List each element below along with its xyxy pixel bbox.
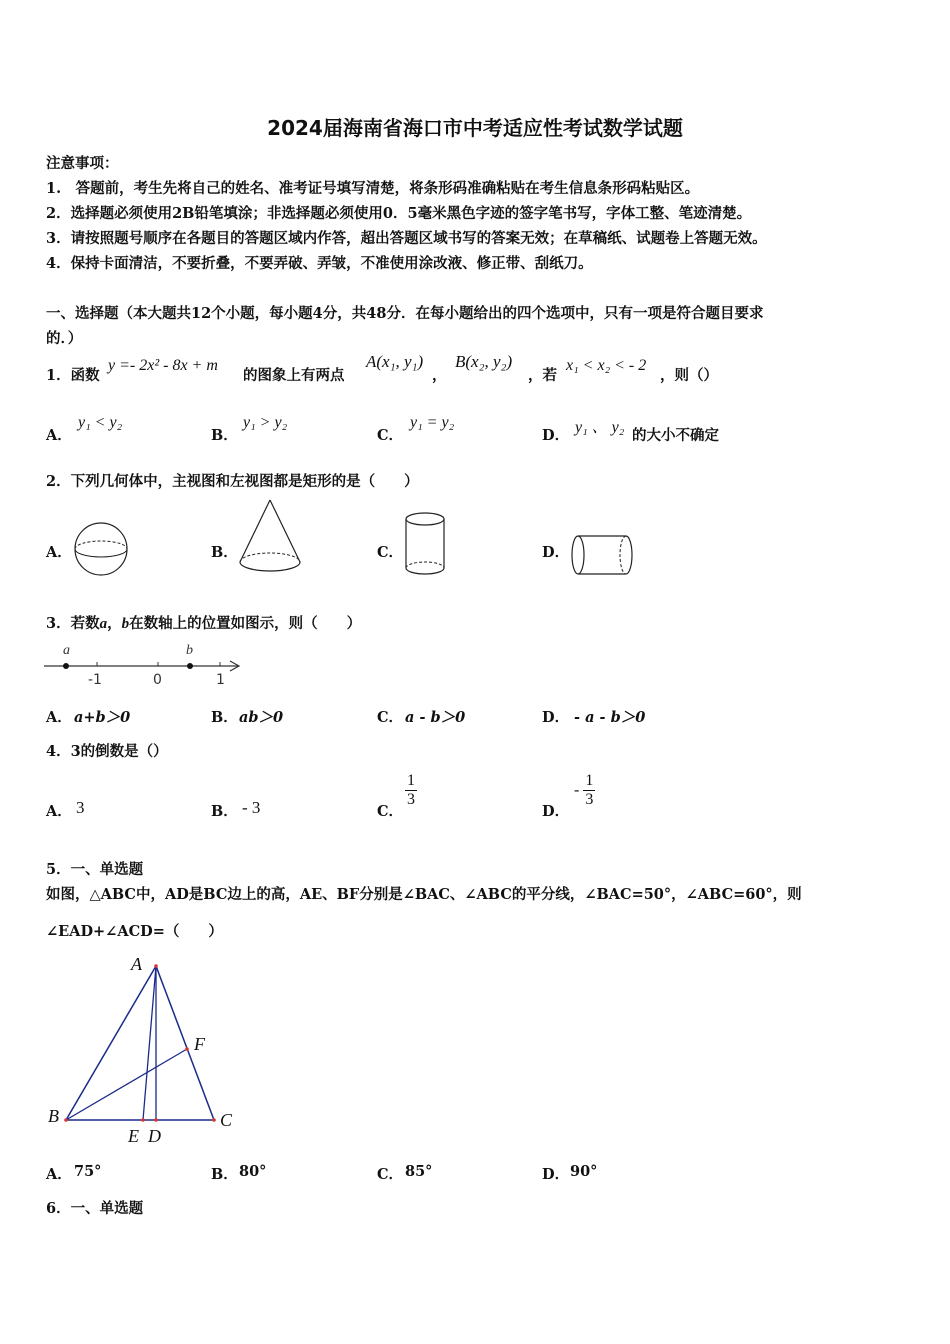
q4-option-b: - 3 <box>242 798 261 817</box>
q4-text: 4．3的倒数是（） <box>46 743 168 760</box>
q1-point-a: A(x₁, y₁) <box>366 352 424 371</box>
q4-option-c-num: 1 <box>407 772 415 789</box>
q5-option-b: 80° <box>239 1163 267 1180</box>
q1-function: y =- 2x² - 8x + m <box>108 357 218 374</box>
notice-item: 2．选择题必须使用2B铅笔填涂；非选择题必须使用0．5毫米黑色字迹的签字笔书写，字体工整、笔迹清楚。 <box>46 205 752 222</box>
q4-option-c-label: C． <box>377 803 404 820</box>
point-a-label: a <box>63 643 70 658</box>
q4-option-a: 3 <box>76 798 85 817</box>
q4-option-d-fraction <box>574 772 595 809</box>
q1-suffix: ，则（） <box>660 367 718 384</box>
q3-text-prefix: 3．若数 <box>46 615 100 632</box>
point-d-label: D <box>148 1126 161 1146</box>
q2-label-a: A． <box>46 544 72 561</box>
q1-option-d-label: D． <box>542 427 570 444</box>
q5-option-b-label: B． <box>211 1166 238 1183</box>
vertex-b-label: B <box>48 1106 59 1126</box>
q2-label-c: C． <box>377 544 404 561</box>
q1-prefix: 1．函数 <box>46 367 100 384</box>
triangle-figure <box>44 950 244 1150</box>
q2-label-d: D． <box>542 544 570 561</box>
q4-option-a-label: A． <box>46 803 72 820</box>
q1-option-d: y₁ 、 y₂ <box>575 419 625 436</box>
q5-heading: 5．一、单选题 <box>46 861 144 878</box>
q4-option-d-den: 3 <box>585 791 594 808</box>
q3-option-b-label: B． <box>211 709 238 726</box>
q3-option-c-label: C． <box>377 709 404 726</box>
q1-option-b-label: B． <box>211 427 238 444</box>
q3-sep: ， <box>107 615 122 632</box>
cone-figure <box>236 496 306 578</box>
q3-text-suffix: 在数轴上的位置如图示，则（ ） <box>129 615 362 632</box>
notice-item: 3．请按照题号顺序在各题目的答题区域内作答，超出答题区域书写的答案无效；在草稿纸、试题卷上答题无效。 <box>46 230 767 247</box>
page-title: 2024届海南省海口市中考适应性考试数学试题 <box>267 116 683 140</box>
q5-line2: ∠EAD+∠ACD=（ ） <box>46 923 223 940</box>
q3-option-a-label: A． <box>46 709 72 726</box>
q3-option-c: a - b＞0 <box>405 709 466 726</box>
section-heading: 一、选择题（本大题共12个小题，每小题4分，共48分．在每小题给出的四个选项中，只有一项是符合题目要求 <box>46 305 764 322</box>
q4-option-c-fraction <box>405 772 417 809</box>
q1-point-b: B(x₂, y₂) <box>455 352 513 371</box>
vertex-c-label: C <box>220 1110 233 1130</box>
q3-option-b: ab＞0 <box>239 709 284 726</box>
q3-option-a: a+b＞0 <box>74 709 131 726</box>
q4-option-b-label: B． <box>211 803 238 820</box>
tick-label: 0 <box>153 672 162 688</box>
cylinder-upright-figure <box>402 510 450 580</box>
q4-option-d-sign: - <box>574 781 580 799</box>
q5-option-a: 75° <box>74 1163 102 1180</box>
point-b-dot <box>187 663 193 669</box>
q1-option-a: y₁ < y₂ <box>78 414 123 431</box>
q1-option-d-text: 的大小不确定 <box>632 427 719 444</box>
q4-option-c-den: 3 <box>407 791 415 808</box>
q1-comma: ， <box>432 367 447 384</box>
q5-option-c: 85° <box>405 1163 433 1180</box>
q3-var-b: b <box>121 616 130 632</box>
notice-heading: 注意事项： <box>46 155 119 172</box>
notice-item: 1. 答题前，考生先将自己的姓名、准考证号填写清楚，将条形码准确粘贴在考生信息条形码粘贴区。 <box>46 180 700 197</box>
q5-option-c-label: C． <box>377 1166 404 1183</box>
section-heading-cont: 的．） <box>46 330 83 347</box>
point-b-label: b <box>186 643 193 658</box>
q1-condition: x₁ < x₂ < - 2 <box>566 357 647 374</box>
q2-label-b: B． <box>211 544 238 561</box>
q4-option-d-label: D． <box>542 803 570 820</box>
point-f-label: F <box>194 1034 205 1054</box>
number-line <box>44 640 244 690</box>
q5-option-a-label: A． <box>46 1166 72 1183</box>
q6-heading: 6．一、单选题 <box>46 1200 144 1217</box>
sphere-figure <box>72 520 132 578</box>
q1-option-c: y₁ = y₂ <box>410 414 455 431</box>
q4-option-d-num: 1 <box>585 772 594 789</box>
q3-var-a: a <box>99 616 108 632</box>
point-e-label: E <box>128 1126 139 1146</box>
q1-mid: 的图象上有两点 <box>243 367 345 384</box>
notice-item: 4．保持卡面清洁，不要折叠，不要弄破、弄皱，不准使用涂改液、修正带、刮纸刀。 <box>46 255 593 272</box>
q5-line1: 如图，△ABC中，AD是BC边上的高，AE、BF分别是∠BAC、∠ABC的平分线，∠BAC=50°，∠ABC=60°，则 <box>46 886 802 903</box>
q5-option-d: 90° <box>570 1163 598 1180</box>
q1-if: ，若 <box>528 367 557 384</box>
cylinder-lying-figure <box>568 532 640 580</box>
tick-label: 1 <box>216 672 225 688</box>
q3-option-d: - a - b＞0 <box>574 709 646 726</box>
q2-text: 2．下列几何体中，主视图和左视图都是矩形的是（ ） <box>46 473 419 490</box>
q3-option-d-label: D． <box>542 709 570 726</box>
q1-option-b: y₁ > y₂ <box>243 414 288 431</box>
q1-option-c-label: C． <box>377 427 404 444</box>
tick-label: -1 <box>88 672 102 688</box>
point-a-dot <box>63 663 69 669</box>
q1-option-a-label: A． <box>46 427 72 444</box>
vertex-a-label: A <box>131 954 142 974</box>
q5-option-d-label: D． <box>542 1166 570 1183</box>
